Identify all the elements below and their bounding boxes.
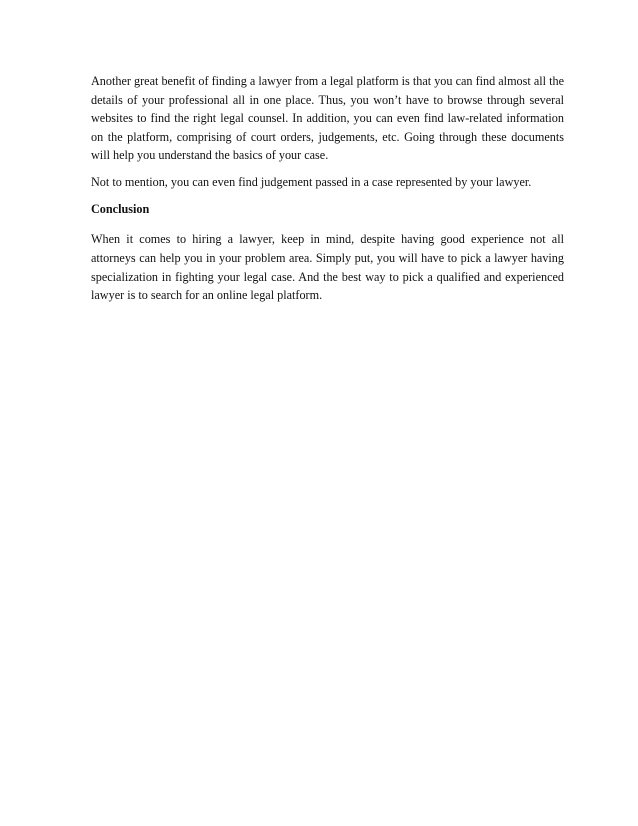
paragraph-conclusion: When it comes to hiring a lawyer, keep in mind, despite having good experience not all attorneys can help you in your problem area. Simply put, you will have to pick a lawyer having specialization in fighting your legal case. And the best way to pick a qualified and experienced lawyer is to search for an online legal platform. (91, 232, 564, 303)
paragraph-benefits: Another great benefit of finding a lawyer from a legal platform is that you can find almost all the details of your professional all in one place. Thus, you won’t have to browse through several websites to find the right legal counsel. In addition, you can even find law-related information on the platform, comprising of court orders, judgements, etc. Going through these documents will help you understand the basics of your case. (91, 74, 564, 163)
document-body (91, 72, 564, 317)
paragraph-judgement: Not to mention, you can even find judgement passed in a case represented by your lawyer. (91, 174, 532, 189)
section-heading-conclusion: Conclusion (91, 201, 150, 216)
